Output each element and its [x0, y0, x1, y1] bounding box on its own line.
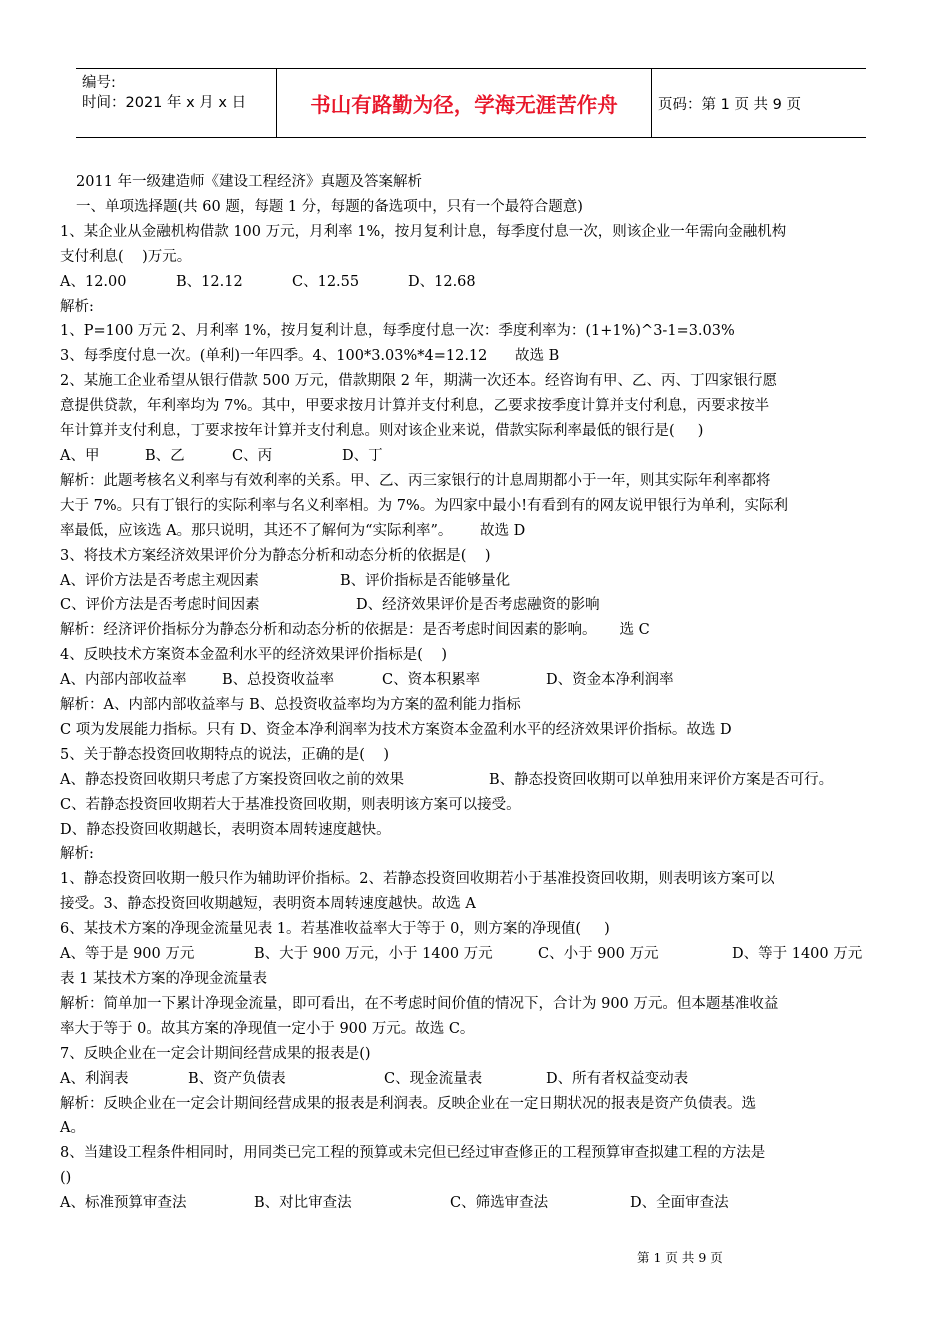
- analysis-text: 解析：此题考核名义利率与有效利率的关系。甲、乙、丙三家银行的计息周期都小于一年，则其实际年利率都将: [60, 472, 771, 489]
- time-label: 时间：2021 年 x 月 x 日: [82, 95, 247, 111]
- question-1-stem: 1、某企业从金融机构借款 100 万元，月利率 1%，按月复利计息，每季度付息一次，则该企业一年需向金融机构: [60, 223, 787, 240]
- option-c: C、小于 900 万元: [538, 946, 659, 963]
- header-divider: [651, 69, 652, 137]
- option-c: C、资本积累率: [382, 672, 481, 689]
- option-c: C、评价方法是否考虑时间因素: [60, 597, 260, 614]
- option-b: B、12.12: [176, 273, 243, 290]
- option-d: D、12.68: [408, 273, 476, 290]
- number-label: 编号:: [82, 75, 116, 91]
- option-c: C、筛选审查法: [450, 1195, 549, 1212]
- option-d: D、所有者权益变动表: [546, 1070, 689, 1087]
- page-label: 页码：第 1 页 共 9 页: [658, 97, 801, 113]
- analysis-text: 大于 7%。只有丁银行的实际利率与名义利率相。为 7%。为四家中最小!有看到有的网友说甲银行为单利，实际利: [60, 497, 789, 514]
- question-2-options: [60, 444, 890, 469]
- analysis-label: 解析:: [60, 298, 94, 315]
- question-8-stem: 8、当建设工程条件相同时，用同类已完工程的预算或未完但已经过审查修正的工程预算审查拟建工程的方法是: [60, 1145, 766, 1162]
- option-c: C、若静态投资回收期若大于基准投资回收期，则表明该方案可以接受。: [60, 796, 521, 813]
- question-5-options: [60, 768, 890, 793]
- option-c: C、现金流量表: [384, 1070, 483, 1087]
- table-caption: 表 1 某技术方案的净现金流量表: [60, 971, 267, 987]
- option-a: A、利润表: [60, 1070, 129, 1087]
- option-b: B、对比审查法: [254, 1195, 352, 1212]
- option-b: B、评价指标是否能够量化: [340, 572, 511, 589]
- page-footer: 第 1 页 共 9 页: [637, 1250, 723, 1265]
- option-c: C、12.55: [292, 273, 360, 290]
- option-c: C、丙: [232, 447, 273, 464]
- analysis-text: 1、静态投资回收期一般只作为辅助评价指标。2、若静态投资回收期若小于基准投资回收期，则表明该方案可以: [60, 871, 775, 888]
- analysis-text: A。: [60, 1120, 85, 1137]
- option-a: A、标准预算审查法: [60, 1195, 187, 1212]
- analysis-text: 3、每季度付息一次。(单利)一年四季。4、100*3.03%*4=12.12 故选 B: [60, 348, 560, 365]
- document-header: [76, 68, 866, 138]
- question-8-stem: (): [60, 1170, 72, 1187]
- section-heading: 一、单项选择题(共 60 题，每题 1 分，每题的备选项中，只有一个最符合题意): [76, 198, 583, 215]
- question-1-options: [60, 270, 890, 295]
- option-a: A、甲: [60, 447, 100, 464]
- option-d: D、静态投资回收期越长，表明资本周转速度越快。: [60, 821, 391, 838]
- question-2-stem: 意提供贷款，年利率均为 7%。其中，甲要求按月计算并支付利息，乙要求按季度计算并支付利息，丙要求按半: [60, 398, 770, 415]
- header-meta: [82, 73, 246, 113]
- option-d: D、经济效果评价是否考虑融资的影响: [356, 597, 600, 614]
- option-a: A、评价方法是否考虑主观因素: [60, 572, 259, 589]
- option-d: D、丁: [342, 447, 383, 464]
- question-5-stem: 5、关于静态投资回收期特点的说法，正确的是( ): [60, 746, 389, 763]
- option-b: B、大于 900 万元，小于 1400 万元: [254, 946, 493, 963]
- question-3-stem: 3、将技术方案经济效果评价分为静态分析和动态分析的依据是( ): [60, 547, 491, 564]
- question-6-stem: 6、某技术方案的净现金流量见表 1。若基准收益率大于等于 0，则方案的净现值( ): [60, 921, 610, 938]
- question-6-options: [60, 942, 890, 967]
- option-b: B、资产负债表: [188, 1070, 286, 1087]
- option-b: B、静态投资回收期可以单独用来评价方案是否可行。: [489, 771, 834, 788]
- analysis-text: 率最低，应该选 A。那只说明，其还不了解何为“实际利率”。 故选 D: [60, 522, 526, 539]
- option-a: A、等于是 900 万元: [60, 946, 195, 963]
- option-a: A、12.00: [60, 273, 127, 290]
- analysis-text: 接受。3、静态投资回收期越短，表明资本周转速度越快。故选 A: [60, 896, 476, 913]
- question-2-stem: 年计算并支付利息，丁要求按年计算并支付利息。则对该企业来说，借款实际利率最低的银行是( ): [60, 423, 704, 440]
- analysis-text: 率大于等于 0。故其方案的净现值一定小于 900 万元。故选 C。: [60, 1020, 475, 1037]
- option-d: D、等于 1400 万元: [732, 946, 863, 963]
- analysis-text: 解析：经济评价指标分为静态分析和动态分析的依据是：是否考虑时间因素的影响。 选 C: [60, 622, 650, 639]
- question-3-options: [60, 569, 890, 594]
- option-a: A、静态投资回收期只考虑了方案投资回收之前的效果: [60, 771, 404, 788]
- question-4-stem: 4、反映技术方案资本金盈利水平的经济效果评价指标是( ): [60, 647, 447, 664]
- analysis-text: C 项为发展能力指标。只有 D、资金本净利润率为技术方案资本金盈利水平的经济效果评价指标。故选 D: [60, 721, 732, 738]
- option-b: B、乙: [145, 447, 185, 464]
- option-b: B、总投资收益率: [222, 672, 335, 689]
- option-d: D、资金本净利润率: [546, 672, 674, 689]
- analysis-text: 解析：A、内部内部收益率与 B、总投资收益率均为方案的盈利能力指标: [60, 697, 521, 714]
- question-3-options: [60, 593, 890, 618]
- question-4-options: [60, 668, 890, 693]
- option-a: A、内部内部收益率: [60, 672, 187, 689]
- question-1-stem: 支付利息( )万元。: [60, 248, 192, 265]
- question-7-options: [60, 1067, 890, 1092]
- question-7-stem: 7、反映企业在一定会计期间经营成果的报表是(): [60, 1045, 371, 1062]
- analysis-text: 1、P=100 万元 2、月利率 1%，按月复利计息，每季度付息一次：季度利率为：(1+1%)^3-1=3.03%: [60, 323, 735, 340]
- document-body: [60, 170, 890, 1216]
- option-d: D、全面审查法: [630, 1195, 729, 1212]
- document-title: 2011 年一级建造师《建设工程经济》真题及答案解析: [76, 174, 423, 190]
- question-2-stem: 2、某施工企业希望从银行借款 500 万元，借款期限 2 年，期满一次还本。经咨询有甲、乙、丙、丁四家银行愿: [60, 373, 778, 390]
- question-8-options: [60, 1191, 890, 1216]
- analysis-text: 解析：反映企业在一定会计期间经营成果的报表是利润表。反映企业在一定日期状况的报表是资产负债表。选: [60, 1095, 756, 1112]
- header-divider: [276, 69, 277, 137]
- analysis-text: 解析：简单加一下累计净现金流量，即可看出，在不考虑时间价值的情况下，合计为 900 万元。但本题基准收益: [60, 995, 779, 1012]
- header-motto: 书山有路勤为径，学海无涯苦作舟: [310, 93, 618, 117]
- analysis-label: 解析:: [60, 846, 94, 863]
